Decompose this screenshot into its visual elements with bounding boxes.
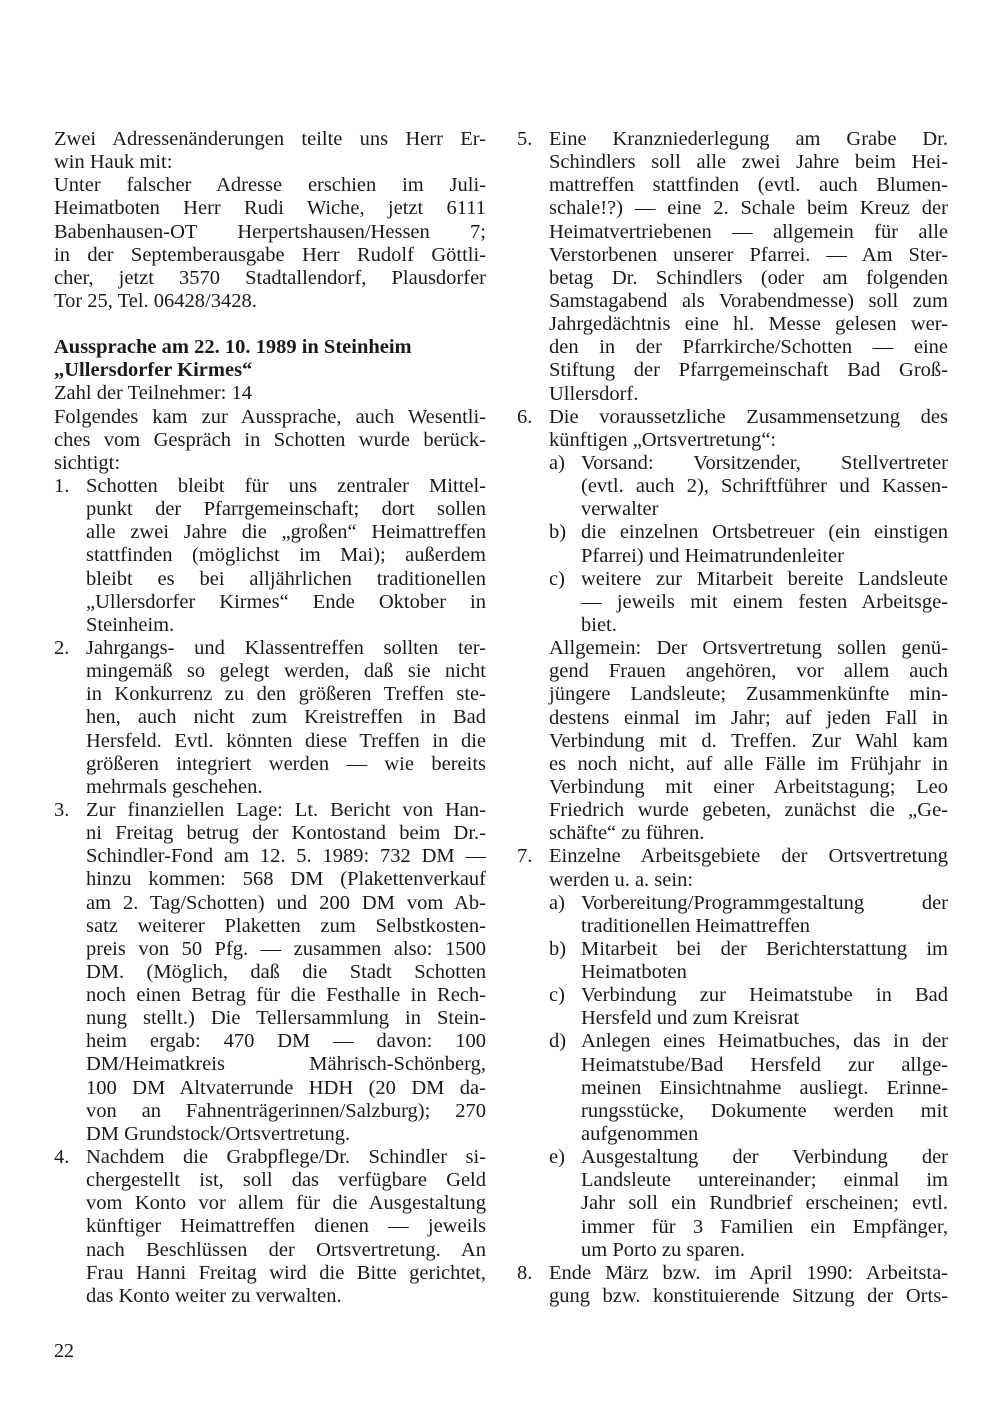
text-line: bleibt es bei alljährlichen traditionellen: [86, 567, 486, 590]
text-line: chergestellt ist, soll das verfügbare Geld: [86, 1169, 486, 1192]
text-line: es noch nicht, auf alle Fälle im Frühjahr in: [549, 752, 948, 775]
text-line: Stiftung der Pfarrgemeinschaft Bad Groß-: [549, 359, 948, 382]
text-line: Steinheim.: [86, 613, 175, 636]
text-line: Ausgestaltung der Verbindung der: [581, 1146, 948, 1169]
text-line: nach Beschlüssen der Ortsvertretung. An: [86, 1238, 486, 1261]
text-line: Eine Kranzniederlegung am Grabe Dr.: [549, 128, 948, 150]
text-line: Schindler-Fond am 12. 5. 1989: 732 DM —: [86, 845, 486, 868]
text-line: preis von 50 Pfg. — zusammen also: 1500: [86, 937, 486, 960]
item-number: 3.: [54, 798, 70, 821]
text-line: Zwei Adressenänderungen teilte uns Herr Er-: [54, 128, 486, 150]
text-line: 100 DM Altvaterrunde HDH (20 DM da-: [86, 1076, 486, 1099]
text-line: Heimatstube/Bad Hersfeld zur allge-: [581, 1053, 948, 1076]
text-line: stattfinden (möglichst im Mai); außerdem: [86, 544, 486, 567]
sub-item-letter: d): [549, 1030, 567, 1053]
text-line: Landsleute untereinander; einmal im: [581, 1169, 948, 1192]
text-line: künftiger Heimattreffen dienen — jeweils: [86, 1215, 486, 1238]
text-line: Pfarrei) und Heimatrundenleiter: [581, 544, 844, 567]
general-note: [549, 637, 948, 845]
list-item-8: [517, 1262, 948, 1308]
text-line: heim ergab: 470 DM — davon: 100: [86, 1030, 486, 1053]
right-column: [517, 128, 948, 1308]
text-line: Die voraussetzliche Zusammensetzung des: [549, 405, 948, 428]
text-line: (evtl. auch 2), Schriftführer und Kassen-: [581, 475, 948, 498]
section-heading: [54, 336, 486, 382]
text-line: Friedrich wurde gebeten, zunächst die „Ge-: [549, 799, 948, 822]
text-line: Verstorbenen unserer Pfarrei. — Am Ster-: [549, 243, 948, 266]
text-line: Hersfeld. Evtl. könnten diese Treffen in die: [86, 729, 486, 752]
list-item-4: [54, 1146, 486, 1308]
sub-item-b: [549, 521, 948, 567]
text-line: werden u. a. sein:: [549, 868, 694, 891]
text-line: Unter falscher Adresse erschien im Juli-: [54, 174, 486, 197]
text-line: DM. (Möglich, daß die Stadt Schotten: [86, 960, 486, 983]
item-number: 6.: [517, 405, 533, 428]
text-line: Zur finanziellen Lage: Lt. Bericht von Han-: [86, 798, 486, 821]
text-line: mehrmals geschehen.: [86, 775, 263, 798]
list-item-6: [517, 406, 948, 846]
list-item-7: [517, 845, 948, 1262]
sub-item-d: [549, 1030, 948, 1146]
text-line: Vorbereitung/Programmgestaltung der: [581, 891, 948, 914]
text-line: verwalter: [581, 498, 659, 521]
text-line: die einzelnen Ortsbetreuer (ein einstigen: [581, 521, 948, 544]
text-line: um Porto zu sparen.: [581, 1238, 745, 1261]
text-line: Samstagabend als Vorabendmesse) soll zum: [549, 289, 948, 312]
text-line: in Konkurrenz zu den größeren Treffen ste-: [86, 683, 486, 706]
text-line: immer für 3 Familien ein Empfänger,: [581, 1215, 948, 1238]
text-line: in der Septemberausgabe Herr Rudolf Göttli-: [54, 243, 486, 266]
text-line: — jeweils mit einem festen Arbeitsge-: [581, 590, 948, 613]
text-line: biet.: [581, 613, 617, 636]
text-line: win Hauk mit:: [54, 151, 173, 174]
list-item-3: [54, 799, 486, 1146]
list-item-1: [54, 475, 486, 637]
text-line: hen, auch nicht zum Kreistreffen in Bad: [86, 706, 486, 729]
text-line: Verbindung mit d. Treffen. Zur Wahl kam: [549, 729, 948, 752]
sub-item-a: [549, 892, 948, 938]
text-line: rungsstücke, Dokumente werden mit: [581, 1099, 948, 1122]
text-line: weitere zur Mitarbeit bereite Landsleute: [581, 567, 948, 590]
sub-item-letter: b): [549, 937, 567, 960]
text-line: Heimatboten Herr Rudi Wiche, jetzt 6111: [54, 197, 486, 220]
text-line: am 2. Tag/Schotten) und 200 DM vom Ab-: [86, 891, 486, 914]
address-change-paragraph: [54, 128, 486, 313]
text-line: hinzu kommen: 568 DM (Plakettenverkauf: [86, 868, 486, 891]
text-line: Ende März bzw. im April 1990: Arbeitsta-: [549, 1261, 948, 1284]
text-line: Vorsand: Vorsitzender, Stellvertreter: [581, 451, 948, 474]
text-line: von an Fahnenträgerinnen/Salzburg); 270: [86, 1099, 486, 1122]
text-line: gend Frauen angehören, vor allem auch: [549, 660, 948, 683]
sub-item-a: [549, 452, 948, 521]
heading-line: „Ullersdorfer Kirmes“: [54, 359, 253, 382]
text-line: Schindlers soll alle zwei Jahre beim Hei-: [549, 151, 948, 174]
text-line: nung stellt.) Die Tellersammlung in Stein-: [86, 1007, 486, 1030]
text-line: Jahrgangs- und Klassentreffen sollten ter-: [86, 636, 486, 659]
text-line: noch einen Betrag für die Festhalle in Rech-: [86, 984, 486, 1007]
text-line: Babenhausen-OT Herpertshausen/Hessen 7;: [54, 220, 486, 243]
text-line: Einzelne Arbeitsgebiete der Ortsvertretung: [549, 845, 948, 868]
text-line: schale!?) — eine 2. Schale beim Kreuz der: [549, 197, 948, 220]
text-line: ni Freitag betrug der Kontostand beim Dr.-: [86, 822, 486, 845]
text-line: Mitarbeit bei der Berichterstattung im: [581, 937, 948, 960]
list-item-2: [54, 637, 486, 799]
text-line: satz weiterer Plaketten zum Selbstkosten-: [86, 914, 486, 937]
sub-item-c: [549, 568, 948, 637]
text-line: Anlegen eines Heimatbuches, das in der: [581, 1030, 948, 1053]
item-number: 5.: [517, 128, 533, 150]
item-number: 8.: [517, 1261, 533, 1284]
text-line: Folgendes kam zur Aussprache, auch Wesentli-: [54, 405, 486, 428]
text-line: punkt der Pfarrgemeinschaft; dort sollen: [86, 498, 486, 521]
text-line: jüngere Landsleute; Zusammenkünfte min-: [549, 683, 948, 706]
text-line: aufgenommen: [581, 1123, 699, 1146]
sub-item-letter: e): [549, 1146, 565, 1169]
text-line: Verbindung zur Heimatstube in Bad: [581, 984, 948, 1007]
text-line: gung bzw. konstituierende Sitzung der Orts-: [549, 1285, 948, 1308]
item-number: 1.: [54, 474, 70, 497]
text-line: sichtigt:: [54, 451, 121, 474]
text-line: DM Grundstock/Ortsvertretung.: [86, 1122, 351, 1145]
sub-item-b: [549, 938, 948, 984]
text-line: Nachdem die Grabpflege/Dr. Schindler si-: [86, 1146, 486, 1169]
text-line: meinen Einsichtnahme ausliegt. Erinne-: [581, 1076, 948, 1099]
text-line: den in der Pfarrkirche/Schotten — eine: [549, 336, 948, 359]
text-line: traditionellen Heimattreffen: [581, 914, 811, 937]
page-number: 22: [54, 1340, 74, 1362]
text-line: alle zwei Jahre die „großen“ Heimattreffen: [86, 521, 486, 544]
text-line: Jahr soll ein Rundbrief erscheinen; evtl.: [581, 1192, 948, 1215]
heading-line: Aussprache am 22. 10. 1989 in Steinheim: [54, 336, 412, 359]
text-line: mattreffen stattfinden (evtl. auch Blumen-: [549, 174, 948, 197]
item-number: 4.: [54, 1146, 70, 1169]
text-line: Hersfeld und zum Kreisrat: [581, 1007, 800, 1030]
text-line: Jahrgedächtnis eine hl. Messe gelesen wer-: [549, 313, 948, 336]
item-number: 2.: [54, 636, 70, 659]
text-line: Allgemein: Der Ortsvertretung sollen genü-: [549, 637, 948, 660]
text-line: Frau Hanni Freitag wird die Bitte gerichtet,: [86, 1261, 486, 1284]
text-line: cher, jetzt 3570 Stadtallendorf, Plausdorfer: [54, 266, 486, 289]
discussion-intro: [54, 382, 486, 475]
text-line: Schotten bleibt für uns zentraler Mittel-: [86, 474, 486, 497]
text-line: größeren integriert werden — wie bereits: [86, 752, 486, 775]
text-line: mingemäß so gelegt werden, daß sie nicht: [86, 660, 486, 683]
sub-item-letter: a): [549, 891, 565, 914]
left-column: [54, 128, 486, 1308]
text-line: künftigen „Ortsvertretung“:: [549, 428, 777, 451]
sub-item-letter: a): [549, 451, 565, 474]
text-line: Heimatboten: [581, 961, 687, 984]
sub-item-letter: c): [549, 984, 565, 1007]
text-line: betag Dr. Schindlers (oder am folgenden: [549, 266, 948, 289]
sub-item-letter: c): [549, 567, 565, 590]
text-line: Verbindung mit einer Arbeitstagung; Leo: [549, 775, 948, 798]
text-line: destens einmal im Jahr; auf jeden Fall in: [549, 706, 948, 729]
sub-item-c: [549, 984, 948, 1030]
text-line: Heimatvertriebenen — allgemein für alle: [549, 220, 948, 243]
text-line: das Konto weiter zu verwalten.: [86, 1284, 342, 1307]
sub-item-letter: b): [549, 521, 567, 544]
sub-item-e: [549, 1146, 948, 1262]
item-number: 7.: [517, 845, 533, 868]
text-line: „Ullersdorfer Kirmes“ Ende Oktober in: [86, 590, 486, 613]
text-line: ches vom Gespräch in Schotten wurde berück-: [54, 428, 486, 451]
text-line: Tor 25, Tel. 06428/3428.: [54, 289, 257, 312]
text-line: DM/Heimatkreis Mährisch-Schönberg,: [86, 1053, 486, 1076]
text-line: schäfte“ zu führen.: [549, 822, 705, 845]
list-item-5: [517, 128, 948, 406]
text-line: Zahl der Teilnehmer: 14: [54, 382, 252, 405]
text-line: vom Konto vor allem für die Ausgestaltung: [86, 1192, 486, 1215]
text-line: Ullersdorf.: [549, 382, 639, 405]
